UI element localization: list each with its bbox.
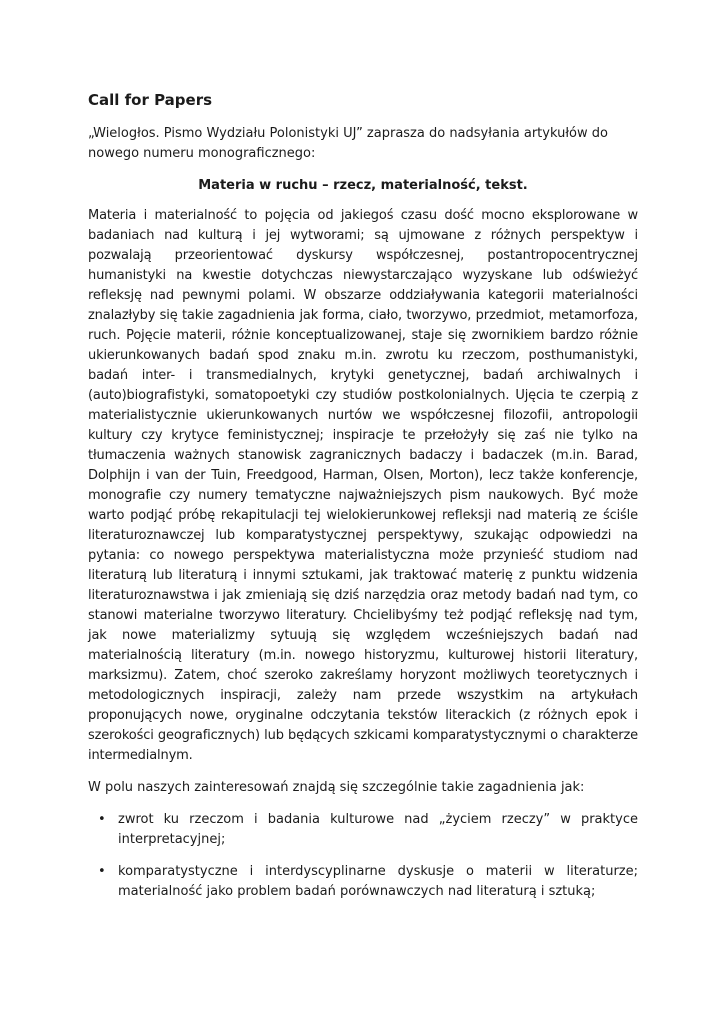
list-item: [88, 862, 638, 902]
bullet-icon: •: [98, 864, 106, 879]
topics-list: [88, 810, 638, 902]
page-title: Call for Papers: [88, 91, 213, 109]
bullet-icon: •: [98, 812, 106, 827]
list-item: [88, 810, 638, 850]
document-content: [88, 90, 638, 914]
intro-paragraph: „Wielogłos. Pismo Wydziału Polonistyki UJ” zaprasza do nadsyłania artykułów do nowego numeru monograficznego:: [88, 126, 608, 161]
topics-lead: W polu naszych zainteresowań znajdą się szczególnie takie zagadnienia jak:: [88, 780, 585, 795]
body-paragraph: Materia i materialność to pojęcia od jakiegoś czasu dość mocno eksplorowane w badaniach nad kulturą i jej wytworami; są ujmowane z różnych perspektyw i pozwalają przeorientować dyskursy współczesnej, postantropocentrycznej humanistyki na kwestie dotychczas niewystarczająco wyzyskane lub odświeżyć refleksję nad pewnymi polami. W obszarze oddziaływania kategorii materialności znalazłyby się takie zagadnienia jak forma, ciało, tworzywo, przedmiot, metamorfoza, ruch. Pojęcie materii, różnie konceptualizowanej, staje się zwornikiem bardzo różnie ukierunkowanych badań spod znaku m.in. zwrotu ku rzeczom, posthumanistyki, badań inter- i transmedialnych, krytyki genetycznej, badań archiwalnych i (auto)biografistyki, somatopoetyki czy studiów postkolonialnych. Ujęcia te czerpią z materialistycznie ukierunkowanych nurtów we współczesnej filozofii, antropologii kultury czy krytyce feministycznej; inspiracje te przełożyły się zaś nie tylko na tłumaczenia ważnych stanowisk zagranicznych badaczy i badaczek (m.in. Barad, Dolphijn i van der Tuin, Freedgood, Harman, Olsen, Morton), lecz także konferencje, monografie czy numery tematyczne najważniejszych pism naukowych. Być może warto podjąć próbę rekapitulacji tej wielokierunkowej refleksji nad materią ze ściśle literaturoznawczej lub komparatystycznej perspektywy, szukając odpowiedzi na pytania: co nowego perspektywa materialistyczna może przynieść studiom nad literaturą lub literaturą i innymi sztukami, jak traktować materię z punktu widzenia literaturoznawstwa i jak zmieniają się dziś narzędzia oraz metody badań nad tym, co stanowi materialne tworzywo literatury. Chcielibyśmy też podjąć refleksję nad tym, jak nowe materializmy sytuują się względem wcześniejszych badań nad materialnością literatury (m.in. nowego historyzmu, kulturowej historii literatury, marksizmu). Zatem, choć szeroko zakreślamy horyzont możliwych teoretycznych i metodologicznych inspiracji, zależy nam przede wszystkim na artykułach proponujących nowe, oryginalne odczytania tekstów literackich (z różnych epok i szerokości geograficznych) lub będących szkicami komparatystycznymi o charakterze intermedialnym.: [88, 208, 638, 763]
issue-subtitle: Materia w ruchu – rzecz, materialność, tekst.: [198, 178, 528, 193]
list-item-text: zwrot ku rzeczom i badania kulturowe nad „życiem rzeczy” w praktyce interpretacyjnej;: [118, 812, 638, 847]
list-item-text: komparatystyczne i interdyscyplinarne dyskusje o materii w literaturze; materialność jako problem badań porównawczych nad literaturą i sztuką;: [118, 864, 638, 899]
